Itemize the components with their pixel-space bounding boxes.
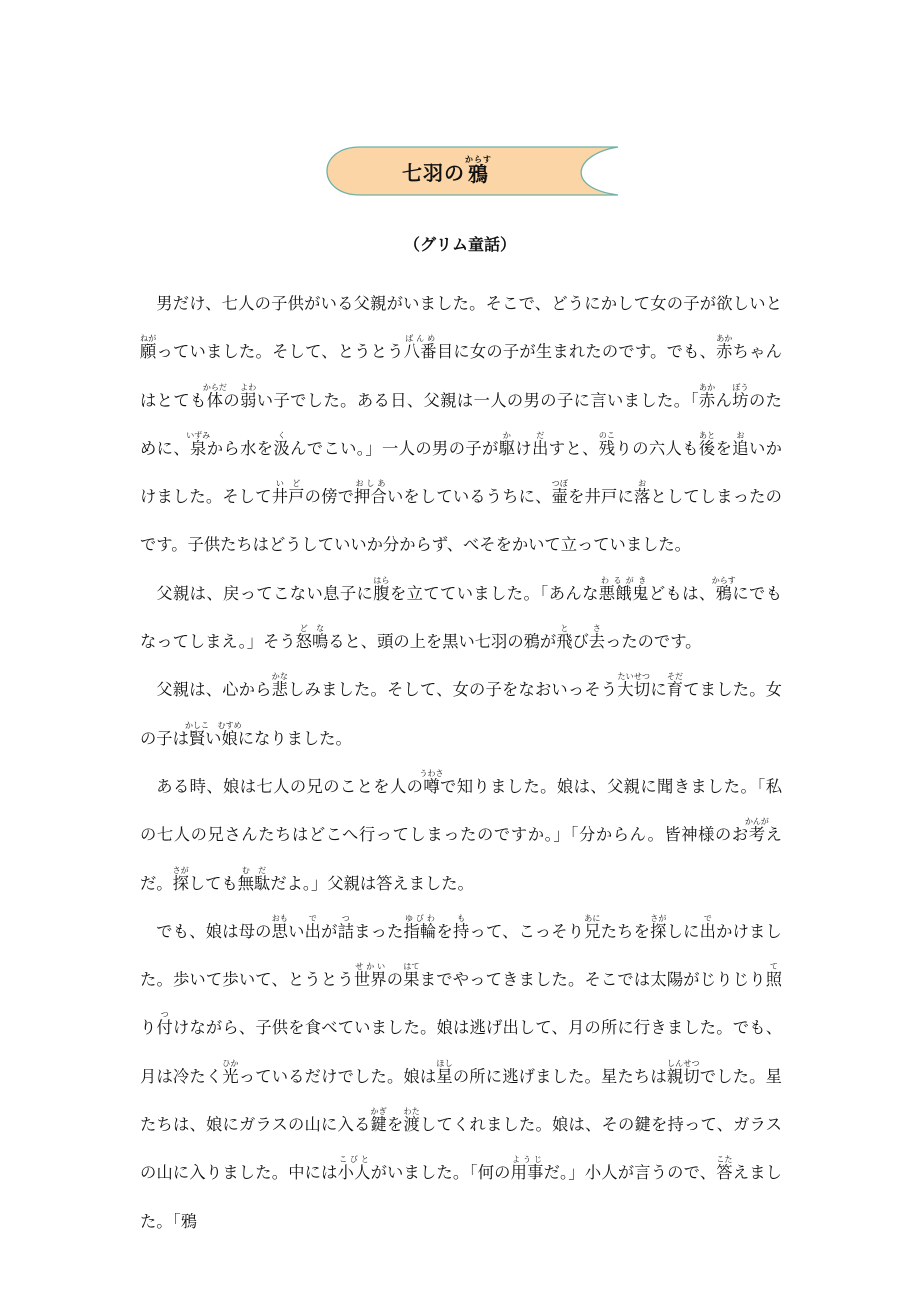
ruby-base: 小人 bbox=[337, 1163, 371, 1183]
text-run: いかけました。そして bbox=[140, 438, 782, 507]
ruby-reading: お bbox=[633, 479, 651, 489]
ruby-word bbox=[584, 913, 601, 941]
ruby-base: 壷 bbox=[551, 487, 569, 507]
ruby-base: 弱 bbox=[240, 390, 257, 410]
ruby-word bbox=[532, 430, 549, 458]
ruby-word bbox=[699, 913, 717, 941]
ruby-reading: たいせつ bbox=[617, 672, 651, 682]
ruby-word bbox=[650, 913, 667, 941]
ruby-base: 落 bbox=[633, 487, 651, 507]
text-run: 男だけ、七人の子供がいる父親がいました。そこで、どうにかして女の子が欲しいと bbox=[156, 294, 782, 313]
ruby-word bbox=[403, 913, 437, 941]
ruby-reading: かしこ bbox=[185, 720, 210, 730]
ruby-word bbox=[698, 382, 716, 410]
text-run: すと、 bbox=[548, 438, 599, 458]
ruby-reading: つ bbox=[156, 1010, 173, 1020]
text-run: しても bbox=[188, 873, 238, 893]
ruby-word bbox=[186, 430, 211, 458]
ruby-reading: て bbox=[765, 962, 782, 972]
ruby-base: 指輪 bbox=[403, 921, 437, 941]
ruby-reading: かぎ bbox=[370, 1107, 387, 1117]
text-run: でも、娘は母の bbox=[156, 921, 272, 941]
ruby-reading: ほし bbox=[436, 1058, 453, 1068]
ruby-word bbox=[156, 1010, 173, 1038]
ruby-reading: か bbox=[498, 430, 516, 440]
ruby-word bbox=[172, 865, 189, 893]
ruby-reading: さ bbox=[588, 624, 606, 634]
ruby-word bbox=[222, 1058, 239, 1086]
ruby-word bbox=[556, 624, 573, 652]
ruby-reading: ばんめ bbox=[403, 334, 437, 344]
ruby-word bbox=[403, 962, 420, 990]
text-run: でした。星たちは、娘にガラスの山に入る bbox=[140, 1066, 782, 1135]
text-run: を井戸に bbox=[568, 487, 634, 507]
story-paragraph bbox=[140, 280, 782, 570]
ruby-word bbox=[240, 382, 257, 410]
ruby-reading: さが bbox=[172, 865, 189, 875]
text-run: が bbox=[321, 921, 338, 941]
ruby-word bbox=[498, 430, 516, 458]
ruby-reading: よわ bbox=[240, 382, 257, 392]
text-run: り bbox=[140, 1018, 157, 1038]
ruby-reading: ねが bbox=[140, 334, 157, 344]
ruby-word bbox=[711, 575, 736, 603]
ruby-base: 八番 bbox=[403, 342, 437, 362]
ruby-base: 答 bbox=[716, 1163, 733, 1183]
text-run: しに bbox=[666, 921, 700, 941]
ruby-word bbox=[353, 962, 387, 990]
ruby-reading: あか bbox=[698, 382, 716, 392]
text-run: の傍で bbox=[304, 487, 355, 507]
ruby-base: 探 bbox=[650, 921, 667, 941]
text-run: けながら、子供を食べていました。娘は逃げ出して、月の所に行きました。でも、月は冷たく bbox=[140, 1018, 782, 1086]
ruby-base: 出 bbox=[532, 438, 549, 458]
ruby-word bbox=[551, 479, 569, 507]
ruby-word bbox=[370, 1107, 388, 1135]
ruby-reading: どな bbox=[295, 624, 329, 634]
text-run: ると、頭の上を黒い七羽の鴉が bbox=[328, 632, 557, 652]
ruby-reading: ようじ bbox=[510, 1155, 544, 1165]
ruby-base: 井戸 bbox=[271, 487, 305, 507]
ruby-base: 兄 bbox=[584, 921, 601, 941]
text-run: してくれました。娘は、その鍵を持って、ガラスの山に入りました。中には bbox=[140, 1115, 782, 1183]
ruby-reading: いど bbox=[271, 479, 305, 489]
ruby-base: 悪餓鬼 bbox=[598, 583, 649, 603]
ruby-base: 出 bbox=[304, 921, 322, 941]
text-run: を bbox=[387, 1115, 404, 1135]
ruby-base: 泉 bbox=[186, 438, 211, 458]
ruby-reading: はら bbox=[373, 575, 390, 585]
ruby-word bbox=[271, 672, 289, 700]
text-run: がいました。「何の bbox=[370, 1163, 511, 1183]
ruby-reading: あか bbox=[716, 334, 733, 344]
ruby-word bbox=[716, 334, 733, 362]
ruby-base: 坊 bbox=[732, 390, 749, 410]
ruby-word bbox=[666, 1058, 700, 1086]
ruby-word bbox=[732, 430, 749, 458]
text-run: いをしているうちに、 bbox=[386, 487, 552, 507]
text-run: りの六人も bbox=[615, 438, 699, 458]
text-run: としてしまったのです。子供たちはどうしていいか分からず、べそをかいて立っていました。 bbox=[140, 487, 782, 555]
ruby-word bbox=[436, 1058, 453, 1086]
ruby-base: 星 bbox=[436, 1066, 453, 1086]
ruby-reading: しんせつ bbox=[666, 1058, 700, 1068]
ruby-reading: ゆびわ bbox=[403, 913, 437, 923]
ruby-reading: そだ bbox=[666, 672, 684, 682]
story-paragraph bbox=[140, 570, 782, 667]
text-run: の所に逃げました。星たちは bbox=[452, 1066, 667, 1086]
ruby-word bbox=[588, 624, 606, 652]
ruby-word bbox=[716, 1155, 733, 1183]
story-paragraph bbox=[140, 763, 782, 908]
text-run: を bbox=[715, 438, 733, 458]
ruby-reading: つ bbox=[337, 913, 354, 923]
title-ruby: からす bbox=[465, 155, 492, 164]
title-word: 鴉 bbox=[465, 162, 492, 186]
text-run: け bbox=[515, 438, 533, 458]
text-run: って、こっそり bbox=[469, 921, 585, 941]
ruby-word bbox=[304, 913, 322, 941]
text-run: い bbox=[288, 921, 305, 941]
ruby-word bbox=[598, 575, 649, 603]
ruby-base: 去 bbox=[588, 632, 606, 652]
title-ruby-word bbox=[465, 155, 492, 187]
text-run: の bbox=[386, 970, 404, 990]
text-run: を bbox=[436, 921, 453, 941]
ruby-base: 願 bbox=[140, 342, 157, 362]
title-text: 七羽の bbox=[402, 160, 465, 185]
ruby-reading: いずみ bbox=[186, 430, 211, 440]
ruby-base: 賢 bbox=[185, 728, 209, 748]
ruby-word bbox=[732, 382, 749, 410]
text-run: にでもなってしまえ。」そう bbox=[140, 583, 782, 652]
title-banner bbox=[312, 142, 622, 200]
text-run: を立てていました。「あんな bbox=[389, 583, 599, 603]
ruby-base: 無駄 bbox=[237, 873, 271, 893]
text-run: び bbox=[572, 632, 589, 652]
ruby-reading: お bbox=[732, 430, 749, 440]
ruby-reading: むすめ bbox=[217, 720, 242, 730]
ruby-reading: はて bbox=[403, 962, 420, 972]
ruby-base: 赤 bbox=[716, 342, 733, 362]
ruby-base: 後 bbox=[698, 438, 716, 458]
story-body bbox=[140, 280, 782, 1246]
ruby-base: 大切 bbox=[617, 680, 651, 700]
ruby-word bbox=[744, 817, 769, 845]
ruby-reading: おも bbox=[271, 913, 288, 923]
ruby-word bbox=[453, 913, 470, 941]
ruby-word bbox=[666, 672, 684, 700]
ruby-reading: からだ bbox=[202, 382, 227, 392]
text-run: えだ。 bbox=[140, 825, 782, 893]
ruby-reading: むだ bbox=[237, 865, 271, 875]
ruby-base: 怒鳴 bbox=[295, 632, 329, 652]
text-run: だよ。」父親は答えました。 bbox=[270, 873, 474, 893]
ruby-base: 追 bbox=[732, 438, 749, 458]
ruby-base: 赤 bbox=[698, 390, 716, 410]
ruby-word bbox=[698, 430, 716, 458]
ruby-base: 果 bbox=[403, 970, 420, 990]
text-run: ある時、娘は七人の兄のことを人の bbox=[156, 776, 424, 796]
ruby-base: 娘 bbox=[217, 728, 242, 748]
ruby-word bbox=[217, 720, 242, 748]
ruby-base: 付 bbox=[156, 1018, 173, 1038]
text-run: い子でした。ある日、父親は一人の男の子に言いました。「 bbox=[256, 390, 699, 410]
ruby-reading: で bbox=[304, 913, 321, 923]
ruby-base: 親切 bbox=[666, 1066, 700, 1086]
ruby-base: 悲 bbox=[271, 680, 289, 700]
ruby-reading: せかい bbox=[353, 962, 387, 972]
text-run: までやってきました。そこでは太陽がじりじり bbox=[419, 970, 766, 990]
ruby-word bbox=[373, 575, 390, 603]
ruby-word bbox=[273, 430, 291, 458]
ruby-word bbox=[271, 479, 305, 507]
ruby-word bbox=[271, 913, 289, 941]
ruby-reading: さが bbox=[650, 913, 667, 923]
ruby-word bbox=[354, 479, 387, 507]
ruby-base: 育 bbox=[666, 680, 684, 700]
ruby-reading: ぼう bbox=[732, 382, 749, 392]
ruby-reading: く bbox=[273, 430, 290, 440]
ruby-reading: うわさ bbox=[419, 768, 444, 778]
ruby-word bbox=[403, 1107, 421, 1135]
ruby-base: 光 bbox=[222, 1066, 239, 1086]
ruby-reading: で bbox=[699, 913, 716, 923]
text-run: んでこい。」一人の男の子が bbox=[290, 438, 499, 458]
ruby-reading: わるがき bbox=[598, 575, 649, 585]
story-paragraph bbox=[140, 666, 782, 763]
ruby-word bbox=[337, 913, 355, 941]
ruby-reading: も bbox=[453, 913, 470, 923]
ruby-reading: ひか bbox=[222, 1058, 239, 1068]
ruby-base: 汲 bbox=[273, 438, 291, 458]
text-run: まった bbox=[354, 921, 404, 941]
ruby-base: 持 bbox=[453, 921, 470, 941]
ruby-reading: のこ bbox=[598, 430, 616, 440]
ruby-reading: と bbox=[556, 624, 573, 634]
ruby-base: 詰 bbox=[337, 921, 355, 941]
ruby-base: 残 bbox=[598, 438, 616, 458]
ruby-word bbox=[403, 334, 437, 362]
subtitle: （グリム童話） bbox=[403, 235, 516, 254]
ruby-base: 考 bbox=[744, 825, 769, 845]
text-run: に bbox=[650, 680, 667, 700]
ruby-base: 噂 bbox=[419, 776, 444, 796]
ruby-reading: わた bbox=[403, 1107, 420, 1117]
text-run: っていました。そして、とうとう bbox=[156, 342, 404, 362]
ruby-reading: こびと bbox=[337, 1155, 371, 1165]
ruby-reading: あと bbox=[698, 430, 716, 440]
ruby-word bbox=[185, 720, 210, 748]
text-run: てました。女の子は bbox=[140, 680, 782, 748]
ruby-base: 腹 bbox=[373, 583, 390, 603]
page-title bbox=[312, 142, 582, 200]
ruby-word bbox=[202, 382, 227, 410]
text-run: から水を bbox=[206, 438, 274, 458]
ruby-base: 飛 bbox=[556, 632, 573, 652]
ruby-base: 鍵 bbox=[370, 1115, 387, 1135]
text-run: ったのです。 bbox=[605, 632, 702, 652]
ruby-base: 押合 bbox=[354, 487, 387, 507]
text-run: だ。」小人が言うので、 bbox=[543, 1163, 717, 1183]
ruby-base: 出 bbox=[699, 921, 717, 941]
ruby-word bbox=[419, 768, 444, 796]
text-run: 父親は、心から bbox=[156, 680, 272, 700]
text-run: かけました。歩いて歩いて、とうとう bbox=[140, 921, 782, 990]
ruby-base: 世界 bbox=[353, 970, 387, 990]
ruby-base: 探 bbox=[172, 873, 189, 893]
ruby-base: 照 bbox=[765, 970, 782, 990]
text-run: になりました。 bbox=[237, 728, 352, 748]
ruby-word bbox=[237, 865, 271, 893]
ruby-reading: あに bbox=[584, 913, 601, 923]
ruby-reading: こた bbox=[716, 1155, 733, 1165]
ruby-base: 駆 bbox=[498, 438, 516, 458]
text-run: のために、 bbox=[140, 390, 782, 458]
text-run: たちを bbox=[600, 921, 651, 941]
text-run: っているだけでした。娘は bbox=[238, 1066, 437, 1086]
ruby-reading: おしあ bbox=[354, 479, 387, 489]
ruby-word bbox=[765, 962, 782, 990]
ruby-word bbox=[140, 334, 157, 362]
ruby-reading: かな bbox=[271, 672, 288, 682]
ruby-reading: つぼ bbox=[551, 479, 568, 489]
ruby-base: 鴉 bbox=[711, 583, 736, 603]
text-run: えました。「鴉 bbox=[140, 1163, 782, 1231]
ruby-word bbox=[617, 672, 651, 700]
ruby-word bbox=[598, 430, 616, 458]
ruby-base: 渡 bbox=[403, 1115, 420, 1135]
text-run: 目に女の子が生まれたのです。でも、 bbox=[436, 342, 717, 362]
ruby-word bbox=[510, 1155, 544, 1183]
ruby-reading: からす bbox=[711, 575, 736, 585]
text-run: の bbox=[223, 390, 241, 410]
ruby-base: 思 bbox=[271, 921, 289, 941]
text-run: しみました。そして、女の子をなおいっそう bbox=[288, 680, 618, 700]
text-run: で知りました。娘は、父親に聞きました。「私の七人の兄さんたちはどこへ行ってしまったのですか。」「分からん。皆神様のお bbox=[140, 776, 782, 845]
text-run: ちゃんはとても bbox=[140, 342, 782, 410]
ruby-base: 用事 bbox=[510, 1163, 544, 1183]
text-run: どもは、 bbox=[648, 583, 716, 603]
text-run: 父親は、戻ってこない息子に bbox=[156, 583, 374, 603]
text-run: い bbox=[205, 728, 222, 748]
text-run: ん bbox=[715, 390, 733, 410]
ruby-reading: だ bbox=[532, 430, 549, 440]
ruby-word bbox=[295, 624, 329, 652]
ruby-base: 体 bbox=[202, 390, 227, 410]
ruby-word bbox=[633, 479, 651, 507]
story-paragraph bbox=[140, 908, 782, 1246]
ruby-reading: かんが bbox=[744, 817, 769, 827]
ruby-word bbox=[337, 1155, 371, 1183]
